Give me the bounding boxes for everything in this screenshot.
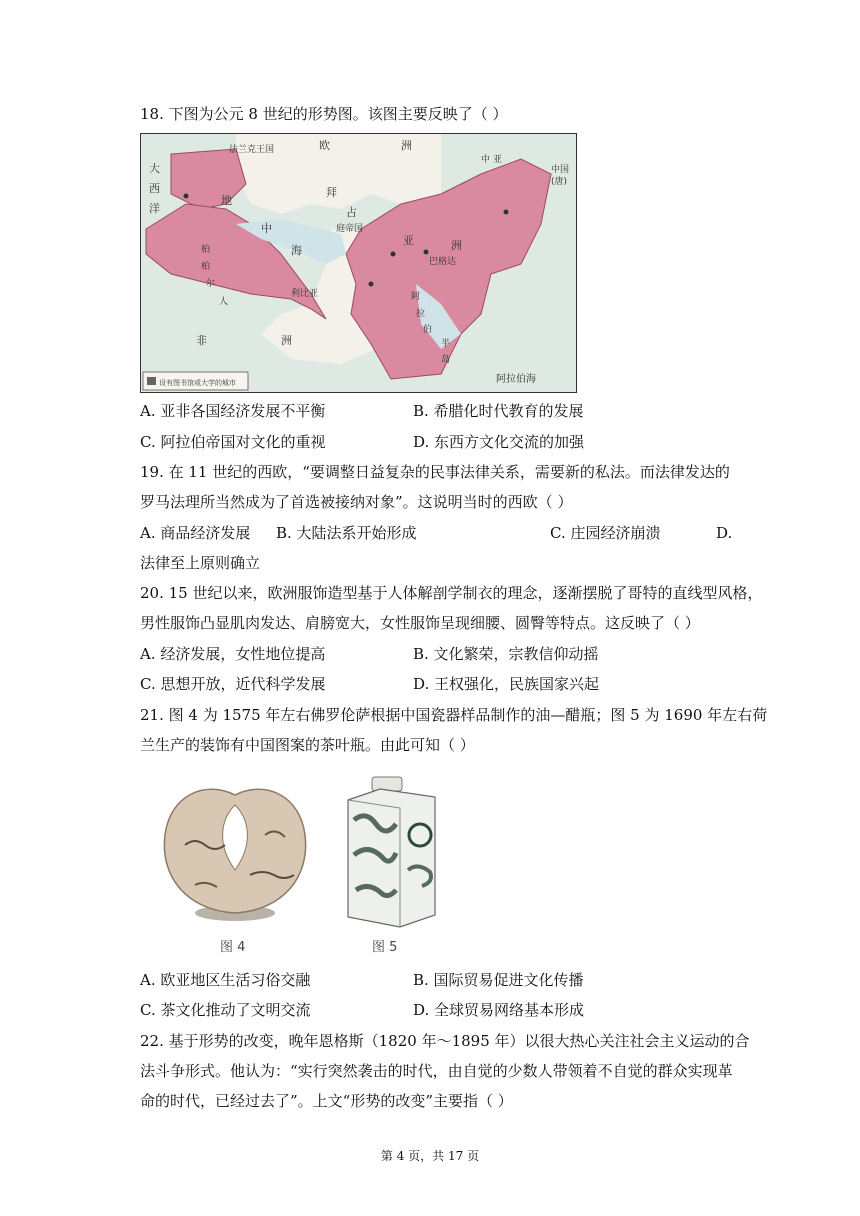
page-footer: 第 4 页，共 17 页: [380, 1149, 480, 1163]
q20-option-c[interactable]: C. 思想开放，近代科学发展: [140, 675, 326, 693]
map-legend-label: 设有图书馆或大学的城市: [159, 379, 236, 387]
q18-option-d[interactable]: D. 东西方文化交流的加强: [413, 433, 585, 451]
map-label-libya: 利比亚: [291, 289, 319, 299]
map-label-europe1: 欧: [319, 139, 330, 152]
map-label-berber4: 人: [219, 297, 229, 307]
q19-stem-line2: 罗马法理所当然成为了首选被接纳对象”。这说明当时的西欧（ ）: [140, 493, 573, 511]
map-label-asia1: 亚: [403, 234, 414, 247]
map-label-arab4: 半: [441, 339, 451, 349]
map-label-tang: (唐): [551, 177, 568, 187]
q21-option-a[interactable]: A. 欧亚地区生活习俗交融: [140, 971, 311, 989]
map-label-atlantic3: 洋: [149, 202, 160, 215]
map-label-arab3: 伯: [423, 325, 433, 335]
q18-option-a[interactable]: A. 亚非各国经济发展不平衡: [140, 402, 326, 420]
q19-stem-line1: 19. 在 11 世纪的西欧，“要调整日益复杂的民事法律关系，需要新的私法。而法律发达的: [140, 463, 730, 481]
map-label-byz2: 占: [346, 206, 357, 219]
map-label-med2: 中: [261, 222, 272, 235]
q21-stem-line2: 兰生产的装饰有中国图案的茶叶瓶。由此可知（ ）: [140, 736, 475, 754]
q18-stem: 18. 下图为公元 8 世纪的形势图。该图主要反映了（ ）: [140, 105, 508, 123]
q18-option-c[interactable]: C. 阿拉伯帝国对文化的重视: [140, 433, 326, 451]
q22-stem-line1: 22. 基于形势的改变，晚年恩格斯（1820 年～1895 年）以很大热心关注社会主义运动的合: [140, 1032, 750, 1050]
q18-map: [140, 133, 577, 393]
q19-option-c[interactable]: C. 庄园经济崩溃: [550, 524, 661, 542]
map-label-med3: 海: [291, 244, 302, 257]
q21-option-b[interactable]: B. 国际贸易促进文化传播: [413, 971, 584, 989]
q20-stem-line2: 男性服饰凸显肌肉发达、肩膀宽大，女性服饰呈现细腰、圆臀等特点。这反映了（ ）: [140, 614, 700, 632]
q21-stem-line1: 21. 图 4 为 1575 年左右佛罗伦萨根据中国瓷器样品制作的油—醋瓶；图 5 为 1690 年左右荷: [140, 706, 768, 724]
map-label-africa2: 洲: [281, 334, 292, 347]
map-label-atlantic2: 西: [149, 182, 160, 195]
q20-option-a[interactable]: A. 经济发展，女性地位提高: [140, 645, 326, 663]
map-label-byz1: 拜: [326, 186, 337, 199]
map-label-berber2: 柏: [201, 262, 211, 272]
map-label-atlantic1: 大: [149, 162, 160, 175]
map-label-frank: 法兰克王国: [229, 145, 275, 155]
q21-option-c[interactable]: C. 茶文化推动了文明交流: [140, 1001, 311, 1019]
map-label-arab5: 岛: [441, 355, 451, 365]
q19-option-d-text[interactable]: 法律至上原则确立: [140, 554, 261, 572]
q22-stem-line2: 法斗争形式。他认为：“实行突然袭击的时代，由自觉的少数人带领着不自觉的群众实现革: [140, 1062, 733, 1080]
q19-option-a[interactable]: A. 商品经济发展: [140, 524, 251, 542]
map-label-arab1: 阿: [411, 292, 421, 302]
q21-option-d[interactable]: D. 全球贸易网络基本形成: [413, 1001, 585, 1019]
map-label-med1: 地: [221, 194, 232, 207]
map-label-arabsea: 阿拉伯海: [496, 374, 536, 385]
map-label-zhongya: 中 亚: [481, 155, 502, 165]
q20-stem-line1: 20. 15 世纪以来，欧洲服饰造型基于人体解剖学制衣的理念，逐渐摆脱了哥特的直线型风格，: [140, 584, 763, 602]
map-label-china: 中国: [551, 165, 570, 175]
map-label-arab2: 拉: [416, 309, 426, 319]
q22-stem-line3: 命的时代，已经过去了”。上文“形势的改变”主要指（ ）: [140, 1092, 513, 1110]
q19-option-d-letter[interactable]: D.: [716, 524, 733, 542]
q20-option-d[interactable]: D. 王权强化，民族国家兴起: [413, 675, 600, 693]
map-label-berber1: 柏: [201, 245, 211, 255]
q19-option-b[interactable]: B. 大陆法系开始形成: [276, 524, 417, 542]
fig5-tea-canister-image: [340, 775, 445, 930]
map-label-byz3: 庭帝国: [336, 224, 364, 234]
q18-option-b[interactable]: B. 希腊化时代教育的发展: [413, 402, 584, 420]
fig4-oil-vinegar-flask-image: [155, 775, 315, 925]
map-label-baghdad: 巴格达: [429, 257, 457, 267]
map-label-europe2: 洲: [401, 139, 412, 152]
map-label-asia2: 洲: [451, 239, 462, 252]
map-label-berber3: 尔: [206, 279, 216, 289]
fig4-caption: 图 4: [220, 940, 246, 955]
fig5-caption: 图 5: [372, 940, 398, 955]
map-label-africa1: 非: [196, 334, 207, 347]
q20-option-b[interactable]: B. 文化繁荣，宗教信仰动摇: [413, 645, 599, 663]
